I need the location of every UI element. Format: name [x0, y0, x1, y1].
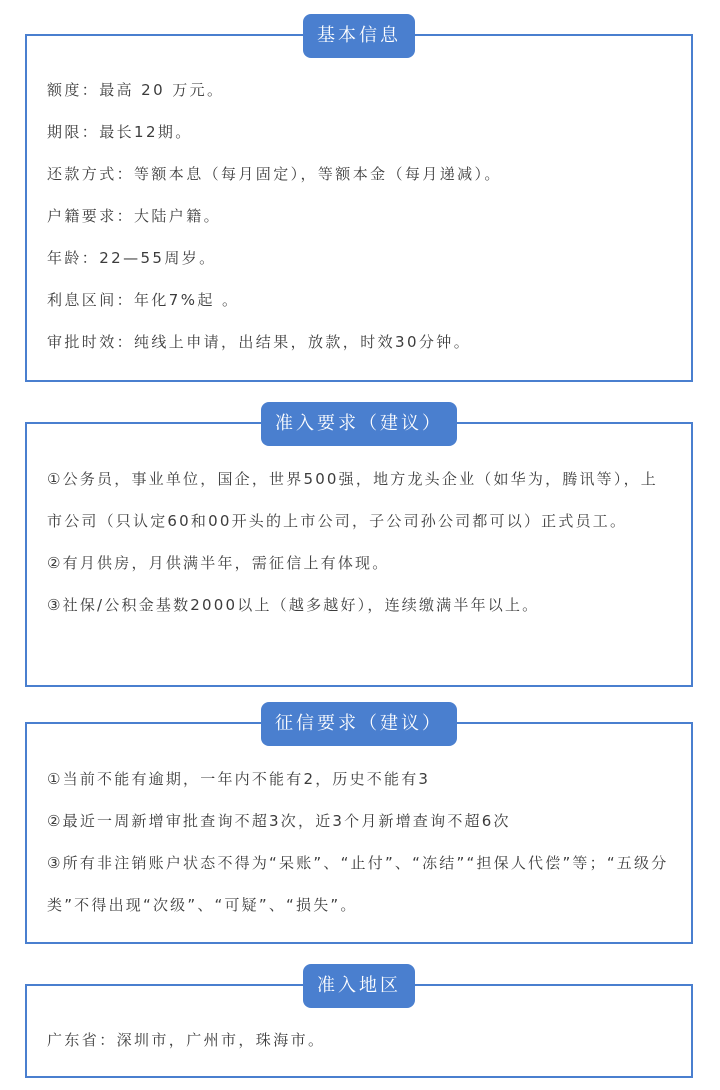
region-title: 准入地区 — [303, 964, 415, 1008]
admission-section — [25, 413, 693, 687]
admission-item-social-security: ③社保/公积金基数2000以上（越多越好），连续缴满半年以上。 — [47, 596, 540, 614]
basic-info-title: 基本信息 — [303, 14, 415, 58]
credit-title: 征信要求（建议） — [261, 702, 457, 746]
admission-title: 准入要求（建议） — [261, 402, 457, 446]
basic-info-line-approval: 审批时效：纯线上申请，出结果，放款，时效30分钟。 — [47, 333, 472, 351]
credit-body — [27, 724, 691, 926]
credit-section — [25, 713, 693, 944]
region-section — [25, 975, 693, 1078]
credit-item-overdue: ①当前不能有逾期，一年内不能有2，历史不能有3 — [47, 770, 431, 788]
basic-info-line-household: 户籍要求：大陆户籍。 — [47, 207, 222, 225]
admission-body — [27, 424, 691, 626]
basic-info-line-repayment: 还款方式：等额本息（每月固定），等额本金（每月递减）。 — [47, 165, 502, 183]
credit-item-account-status: ③所有非注销账户状态不得为“呆账”、“止付”、“冻结”“担保人代偿”等；“五级分类”不得出现“次级”、“可疑”、“损失”。 — [47, 854, 669, 914]
basic-info-line-age: 年龄：22—55周岁。 — [47, 249, 217, 267]
basic-info-body — [27, 36, 691, 363]
admission-item-mortgage: ②有月供房，月供满半年，需征信上有体现。 — [47, 554, 390, 572]
basic-info-section — [25, 25, 693, 382]
credit-item-queries: ②最近一周新增审批查询不超3次，近3个月新增查询不超6次 — [47, 812, 511, 830]
basic-info-line-amount: 额度：最高 20 万元。 — [47, 81, 225, 99]
basic-info-line-term: 期限：最长12期。 — [47, 123, 193, 141]
basic-info-line-interest: 利息区间：年化7%起 。 — [47, 291, 240, 309]
region-text: 广东省：深圳市，广州市，珠海市。 — [47, 1031, 326, 1049]
admission-item-employer: ①公务员，事业单位，国企，世界500强，地方龙头企业（如华为，腾讯等），上市公司（只认定60和00开头的上市公司，子公司孙公司都可以）正式员工。 — [47, 470, 658, 530]
